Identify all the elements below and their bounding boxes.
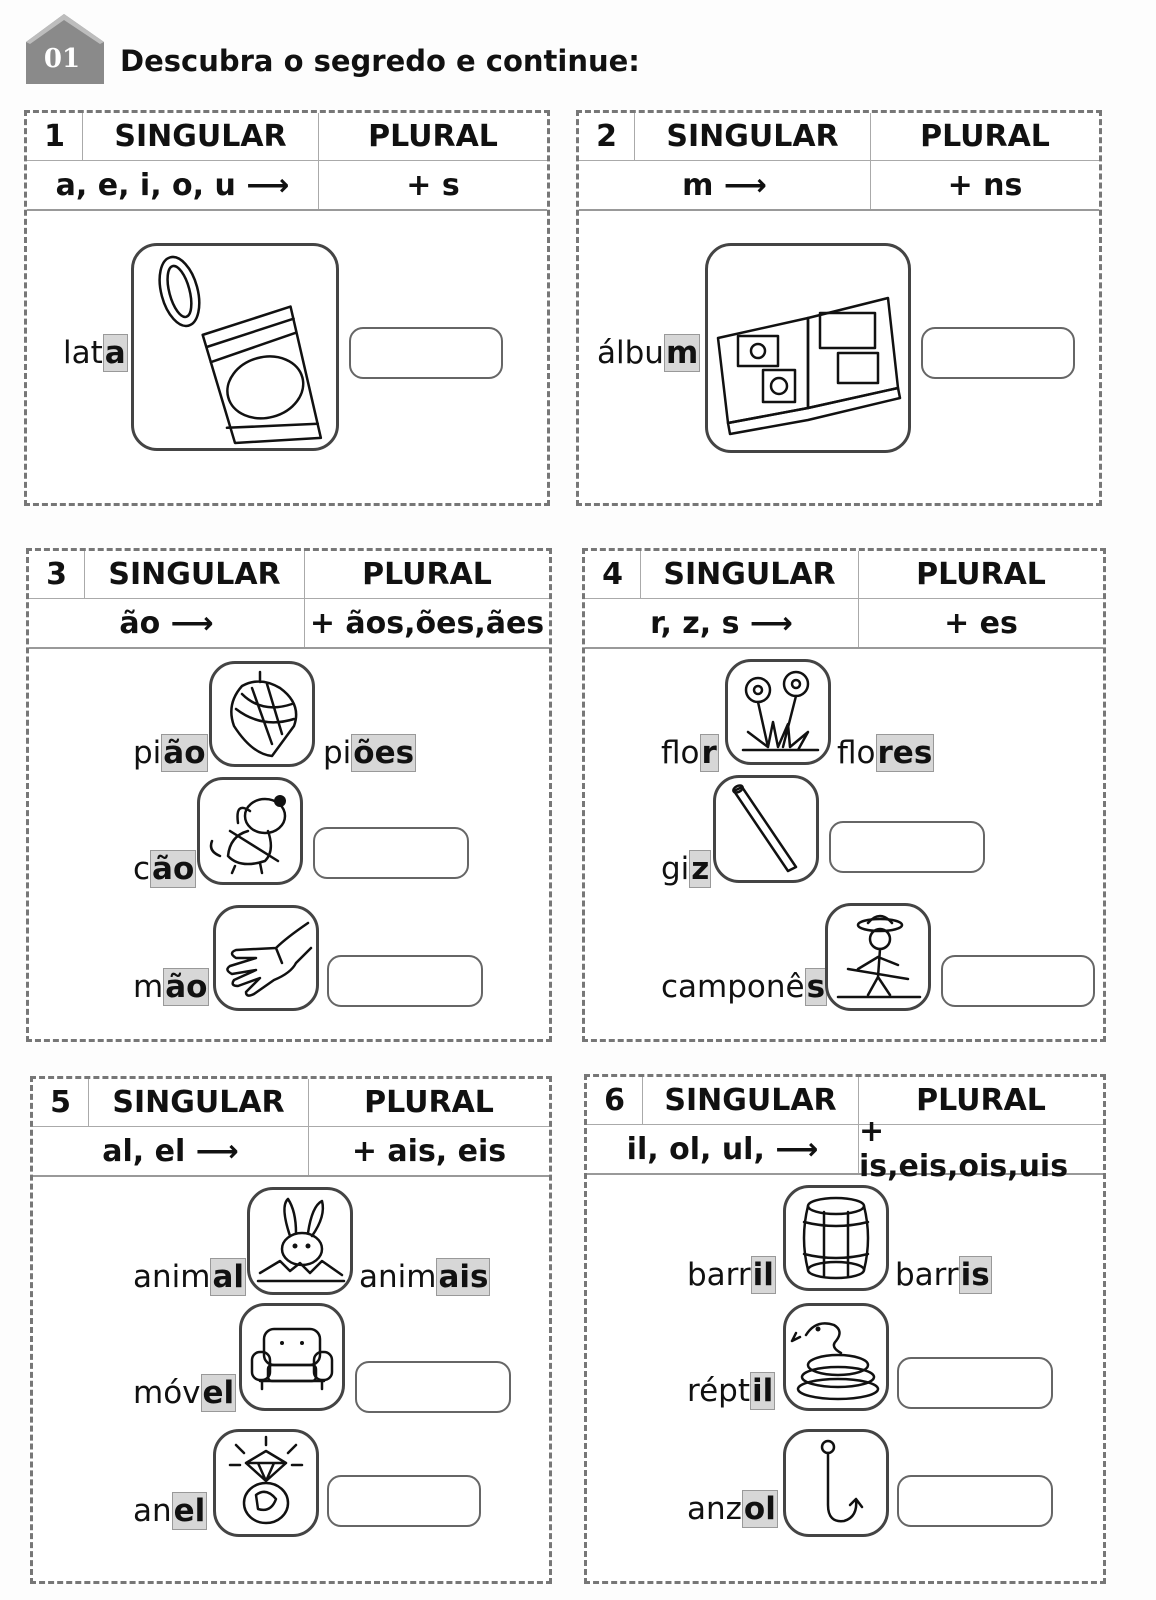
singular-rule: il, ol, ul, ⟶ [587, 1125, 859, 1173]
singular-word: anzol [687, 1491, 776, 1527]
plural-rule: + ns [947, 167, 1023, 203]
word-ending: r [701, 735, 717, 771]
answer-box[interactable] [941, 955, 1095, 1007]
picture-frame [783, 1303, 889, 1411]
word-ending: ões [353, 735, 415, 771]
picture-frame [783, 1429, 889, 1537]
rule-table [33, 1079, 549, 1177]
panel-2 [576, 110, 1102, 506]
singular-rule: ão ⟶ [29, 599, 305, 647]
plural-header: PLURAL [362, 557, 492, 592]
picture-frame [213, 1429, 319, 1537]
plural-rule: + ãos,ões,ães [309, 605, 545, 641]
plural-example: barris [895, 1257, 990, 1293]
singular-word: réptil [687, 1373, 774, 1409]
arrow-icon: ⟶ [723, 167, 767, 203]
picture-frame [783, 1185, 889, 1291]
picture-frame [197, 777, 303, 885]
answer-box[interactable] [921, 327, 1075, 379]
ring-icon [216, 1432, 316, 1534]
plural-example: flores [837, 735, 933, 771]
barrel-icon [786, 1188, 886, 1288]
plural-example: animais [359, 1259, 489, 1295]
picture-frame [131, 243, 339, 451]
plural-header: PLURAL [368, 119, 498, 154]
singular-header: SINGULAR [83, 113, 319, 160]
singular-word: anel [133, 1493, 206, 1529]
arrow-icon: ⟶ [246, 167, 290, 203]
rule-table [587, 1077, 1103, 1184]
singular-rule: r, z, s ⟶ [585, 599, 859, 647]
arrow-icon: ⟶ [749, 605, 793, 641]
picture-frame [247, 1187, 353, 1295]
plural-rule: + ais, eis [351, 1133, 507, 1169]
farmer-icon [828, 906, 928, 1008]
plural-rule: + es [944, 605, 1018, 641]
singular-word: mão [133, 969, 208, 1005]
arrow-icon: ⟶ [775, 1131, 819, 1167]
word-ending: al [212, 1259, 245, 1295]
can-icon [134, 246, 336, 448]
rabbit-icon [250, 1190, 350, 1292]
panel-4 [582, 548, 1106, 1042]
picture-frame [713, 775, 819, 883]
word-ending: el [173, 1493, 206, 1529]
panel-number: 6 [587, 1077, 643, 1124]
flowers-icon [728, 662, 828, 762]
hand-icon [216, 908, 316, 1008]
answer-box[interactable] [327, 1475, 481, 1527]
singular-header: SINGULAR [85, 551, 305, 598]
singular-word: animal [133, 1259, 245, 1295]
panel-6 [584, 1074, 1106, 1584]
chalk-icon [716, 778, 816, 880]
word-ending: ol [743, 1491, 776, 1527]
singular-rule: al, el ⟶ [33, 1127, 309, 1175]
singular-header: SINGULAR [641, 551, 859, 598]
answer-box[interactable] [897, 1357, 1053, 1409]
photo-album-icon [708, 246, 908, 450]
picture-frame [239, 1303, 345, 1411]
plural-rule: + s [406, 167, 460, 203]
answer-box[interactable] [327, 955, 483, 1007]
panel-number: 1 [27, 113, 83, 160]
singular-word: giz [661, 851, 710, 887]
word-ending: ão [163, 735, 206, 771]
word-ending: ais [438, 1259, 489, 1295]
spinning-top-icon [212, 664, 312, 764]
singular-word: camponês [661, 969, 826, 1005]
armchair-icon [242, 1306, 342, 1408]
snake-icon [786, 1306, 886, 1408]
panel-number: 5 [33, 1079, 89, 1126]
picture-frame [213, 905, 319, 1011]
singular-word: lata [63, 335, 126, 371]
picture-frame [209, 661, 315, 767]
panel-number: 2 [579, 113, 635, 160]
singular-word: móvel [133, 1375, 235, 1411]
singular-word: cão [133, 851, 195, 887]
plural-header: PLURAL [916, 1083, 1046, 1118]
picture-frame [825, 903, 931, 1011]
picture-frame [725, 659, 831, 765]
rule-table [29, 551, 549, 649]
singular-rule: a, e, i, o, u ⟶ [27, 161, 319, 209]
singular-word: pião [133, 735, 206, 771]
picture-frame [705, 243, 911, 453]
word-ending: z [691, 851, 710, 887]
instruction-text: Descubra o segredo e continue: [120, 44, 640, 78]
word-ending: ão [165, 969, 208, 1005]
singular-header: SINGULAR [89, 1079, 309, 1126]
singular-rule: m ⟶ [579, 161, 871, 209]
rule-table [27, 113, 547, 211]
word-ending: il [752, 1257, 774, 1293]
word-ending: res [877, 735, 933, 771]
word-ending: ão [152, 851, 195, 887]
panel-number: 4 [585, 551, 641, 598]
answer-box[interactable] [829, 821, 985, 873]
plural-header: PLURAL [916, 557, 1046, 592]
panel-5 [30, 1076, 552, 1584]
dog-icon [200, 780, 300, 882]
answer-box[interactable] [349, 327, 503, 379]
singular-header: SINGULAR [643, 1077, 859, 1124]
panel-number: 3 [29, 551, 85, 598]
plural-header: PLURAL [364, 1085, 494, 1120]
answer-box[interactable] [897, 1475, 1053, 1527]
rule-table [579, 113, 1099, 211]
word-ending: s [806, 969, 826, 1005]
panel-3 [26, 548, 552, 1042]
plural-example: piões [323, 735, 415, 771]
singular-word: flor [661, 735, 717, 771]
panel-1 [24, 110, 550, 506]
arrow-icon: ⟶ [170, 605, 214, 641]
word-ending: el [202, 1375, 235, 1411]
fishhook-icon [786, 1432, 886, 1534]
exercise-number: 01 [43, 44, 81, 74]
answer-box[interactable] [313, 827, 469, 879]
word-ending: a [104, 335, 126, 371]
singular-word: álbum [597, 335, 699, 371]
arrow-icon: ⟶ [195, 1133, 239, 1169]
rule-table [585, 551, 1103, 649]
singular-word: barril [687, 1257, 774, 1293]
plural-rule: + is,eis,ois,uis [859, 1114, 1069, 1184]
word-ending: m [665, 335, 699, 371]
answer-box[interactable] [355, 1361, 511, 1413]
singular-header: SINGULAR [635, 113, 871, 160]
word-ending: is [960, 1257, 990, 1293]
word-ending: il [751, 1373, 774, 1409]
plural-header: PLURAL [920, 119, 1050, 154]
